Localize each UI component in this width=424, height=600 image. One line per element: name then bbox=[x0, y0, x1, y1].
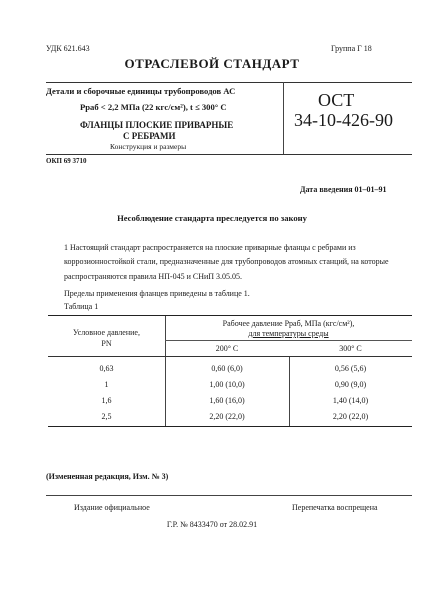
paragraph-1-line-1: 1 Настоящий стандарт распространяется на плоские приварные фланцы с ребрами из bbox=[64, 243, 356, 252]
title-block-top-rule bbox=[46, 82, 412, 83]
reprint-prohibited: Перепечатка воспрещена bbox=[292, 503, 378, 512]
paragraph-1-line-3: распространяются правила НП-045 и СНиП 3.05.05. bbox=[64, 272, 243, 281]
table-temp-header-rule bbox=[165, 340, 412, 341]
table-cell-300: 0,90 (9,0) bbox=[334, 380, 367, 389]
udk-code: УДК 621.643 bbox=[46, 44, 90, 53]
introduction-date: Дата введения 01–01–91 bbox=[300, 185, 387, 194]
table-cell-200: 1,00 (10,0) bbox=[209, 380, 245, 389]
group-code: Группа Г 18 bbox=[331, 44, 372, 53]
table-header-temperature: для температуры среды bbox=[248, 329, 329, 338]
table-caption: Таблица 1 bbox=[64, 302, 99, 311]
footer-rule bbox=[46, 495, 412, 496]
title-line-4: С РЕБРАМИ bbox=[123, 131, 176, 141]
table-cell-300: 2,20 (22,0) bbox=[332, 412, 369, 421]
table-cell-200: 2,20 (22,0) bbox=[209, 412, 245, 421]
paragraph-1-line-2: коррозионностойкой стали, предназначенные для трубопроводов атомных станций, на которые bbox=[64, 257, 389, 266]
table-cell-300: 1,40 (14,0) bbox=[332, 396, 369, 405]
table-cell-pn: 1,6 bbox=[101, 396, 112, 405]
standard-type-title: ОТРАСЛЕВОЙ СТАНДАРТ bbox=[124, 56, 300, 71]
title-block-divider bbox=[283, 82, 284, 154]
title-line-5: Конструкция и размеры bbox=[110, 142, 187, 151]
paragraph-2: Пределы применения фланцев приведены в таблице 1. bbox=[64, 289, 250, 298]
edition-note: (Измененная редакция, Изм. № 3) bbox=[46, 472, 169, 481]
okp-code: ОКП 69 3710 bbox=[46, 157, 87, 165]
law-warning: Несоблюдение стандарта преследуется по закону bbox=[117, 213, 307, 223]
table-header-temp-200: 200° С bbox=[215, 344, 239, 353]
table-cell-300: 0,56 (5,6) bbox=[334, 364, 367, 373]
application-limits-table bbox=[48, 315, 412, 427]
table-header-bottom-rule bbox=[48, 356, 412, 357]
table-cell-pn: 1 bbox=[104, 380, 109, 389]
ost-number: 34-10-426-90 bbox=[294, 110, 393, 130]
title-block-bottom-rule bbox=[46, 154, 412, 155]
table-cell-200: 0,60 (6,0) bbox=[211, 364, 243, 373]
table-cell-200: 1,60 (16,0) bbox=[209, 396, 245, 405]
table-header-pn-symbol: PN bbox=[101, 339, 112, 348]
table-header-temp-300: 300° С bbox=[339, 344, 362, 353]
registration-number: Г.Р. № 8433470 от 28.02.91 bbox=[166, 520, 258, 529]
title-line-3: ФЛАНЦЫ ПЛОСКИЕ ПРИВАРНЫЕ bbox=[80, 120, 234, 130]
table-header-pn: Условное давление, bbox=[73, 328, 140, 337]
title-line-1: Детали и сборочные единицы трубопроводов АС bbox=[46, 86, 236, 96]
official-edition: Издание официальное bbox=[74, 503, 150, 512]
table-cell-pn: 0,63 bbox=[99, 364, 114, 373]
title-line-2: Рраб < 2,2 МПа (22 кгс/см²), t ≤ 300° С bbox=[80, 102, 227, 112]
ost-code: ОСТ bbox=[318, 90, 355, 110]
table-header-working-pressure: Рабочее давление Рраб, МПа (кгс/см²), bbox=[222, 319, 355, 328]
table-cell-pn: 2,5 bbox=[101, 412, 112, 421]
